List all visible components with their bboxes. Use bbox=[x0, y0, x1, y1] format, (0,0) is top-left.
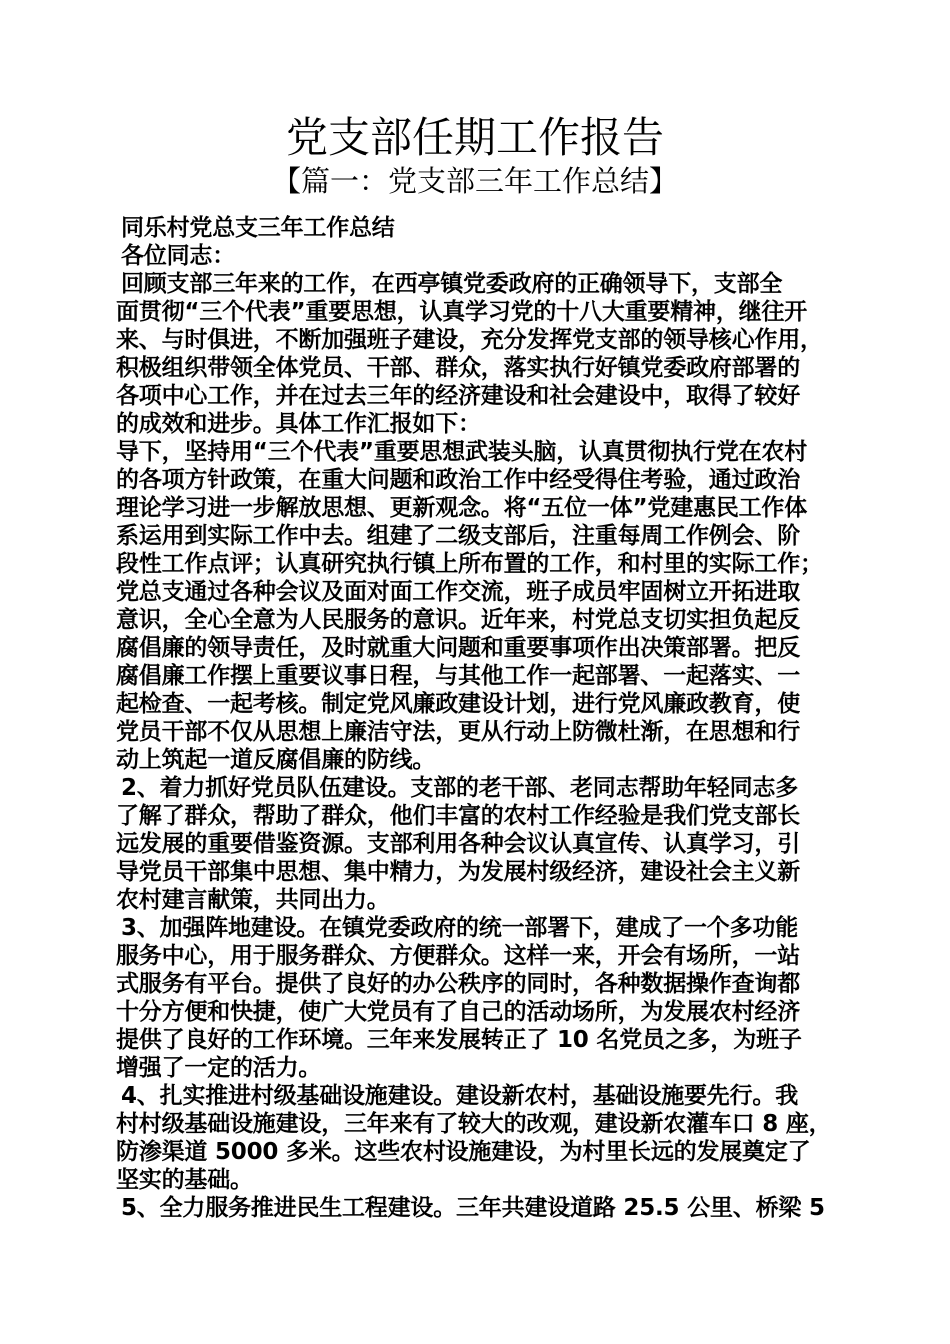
paragraph-line: 段性工作点评；认真研究执行镇上所布置的工作，和村里的实际工作； bbox=[116, 551, 823, 577]
paragraph-line: 增强了一定的活力。 bbox=[116, 1055, 322, 1081]
section-heading: 同乐村党总支三年工作总结 bbox=[121, 215, 395, 241]
paragraph-line: 坚实的基础。 bbox=[116, 1167, 253, 1193]
paragraph-line: 3、加强阵地建设。在镇党委政府的统一部署下，建成了一个多功能 bbox=[121, 915, 799, 941]
paragraph-line: 面贯彻“三个代表”重要思想，认真学习党的十八大重要精神，继往开 bbox=[116, 299, 808, 325]
paragraph-line: 各项中心工作，并在过去三年的经济建设和社会建设中，取得了较好 bbox=[116, 383, 801, 409]
paragraph-line: 式服务有平台。提供了良好的办公秩序的同时，各种数据操作查询都 bbox=[116, 971, 801, 997]
paragraph-line: 腐倡廉的领导责任，及时就重大问题和重要事项作出决策部署。把反 bbox=[116, 635, 801, 661]
paragraph-line: 的成效和进步。具体工作汇报如下： bbox=[116, 411, 481, 437]
paragraph-line: 理论学习进一步解放思想、更新观念。将“五位一体”党建惠民工作体 bbox=[116, 495, 808, 521]
paragraph-line: 5、全力服务推进民生工程建设。三年共建设道路 25.5 公里、桥梁 5 bbox=[121, 1195, 825, 1221]
paragraph-line: 提供了良好的工作环境。三年来发展转正了 10 名党员之多，为班子 bbox=[116, 1027, 802, 1053]
paragraph-line: 系运用到实际工作中去。组建了二级支部后，注重每周工作例会、阶 bbox=[116, 523, 801, 549]
paragraph-line: 2、着力抓好党员队伍建设。支部的老干部、老同志帮助年轻同志多 bbox=[121, 775, 799, 801]
paragraph-line: 动上筑起一道反腐倡廉的防线。 bbox=[116, 747, 436, 773]
paragraph-line: 村村级基础设施建设，三年来有了较大的改观，建设新农灌车口 8 座， bbox=[116, 1111, 832, 1137]
paragraph-line: 腐倡廉工作摆上重要议事日程，与其他工作一起部署、一起落实、一 bbox=[116, 663, 801, 689]
document-subtitle: 【篇一：党支部三年工作总结】 bbox=[271, 164, 678, 198]
paragraph-line: 导下，坚持用“三个代表”重要思想武装头脑，认真贯彻执行党在农村 bbox=[116, 439, 808, 465]
paragraph-line: 4、扎实推进村级基础设施建设。建设新农村，基础设施要先行。我 bbox=[121, 1083, 799, 1109]
paragraph-line: 十分方便和快捷，使广大党员有了自己的活动场所，为发展农村经济 bbox=[116, 999, 801, 1025]
salutation: 各位同志： bbox=[121, 243, 236, 269]
paragraph-line: 起检查、一起考核。制定党风廉政建设计划，进行党风廉政教育，使 bbox=[116, 691, 801, 717]
paragraph-line: 防渗渠道 5000 多米。这些农村设施建设，为村里长远的发展奠定了 bbox=[116, 1139, 811, 1165]
paragraph-line: 意识，全心全意为人民服务的意识。近年来，村党总支切实担负起反 bbox=[116, 607, 801, 633]
paragraph-line: 远发展的重要借鉴资源。支部利用各种会议认真宣传、认真学习，引 bbox=[116, 831, 801, 857]
paragraph-line: 积极组织带领全体党员、干部、群众，落实执行好镇党委政府部署的 bbox=[116, 355, 801, 381]
paragraph-line: 回顾支部三年来的工作，在西亭镇党委政府的正确领导下，支部全 bbox=[121, 271, 783, 297]
paragraph-line: 党总支通过各种会议及面对面工作交流，班子成员牢固树立开拓进取 bbox=[116, 579, 801, 605]
document-body bbox=[116, 214, 836, 1222]
paragraph-line: 来、与时俱进，不断加强班子建设，充分发挥党支部的领导核心作用， bbox=[116, 327, 823, 353]
paragraph-line: 的各项方针政策，在重大问题和政治工作中经受得住考验，通过政治 bbox=[116, 467, 801, 493]
paragraph-line: 农村建言献策，共同出力。 bbox=[116, 887, 390, 913]
paragraph-line: 党员干部不仅从思想上廉洁守法，更从行动上防微杜渐，在思想和行 bbox=[116, 719, 801, 745]
document-title: 党支部任期工作报告 bbox=[285, 113, 664, 162]
paragraph-line: 服务中心，用于服务群众、方便群众。这样一来，开会有场所，一站 bbox=[116, 943, 801, 969]
paragraph-line: 导党员干部集中思想、集中精力，为发展村级经济，建设社会主义新 bbox=[116, 859, 801, 885]
paragraph-line: 了解了群众，帮助了群众，他们丰富的农村工作经验是我们党支部长 bbox=[116, 803, 801, 829]
